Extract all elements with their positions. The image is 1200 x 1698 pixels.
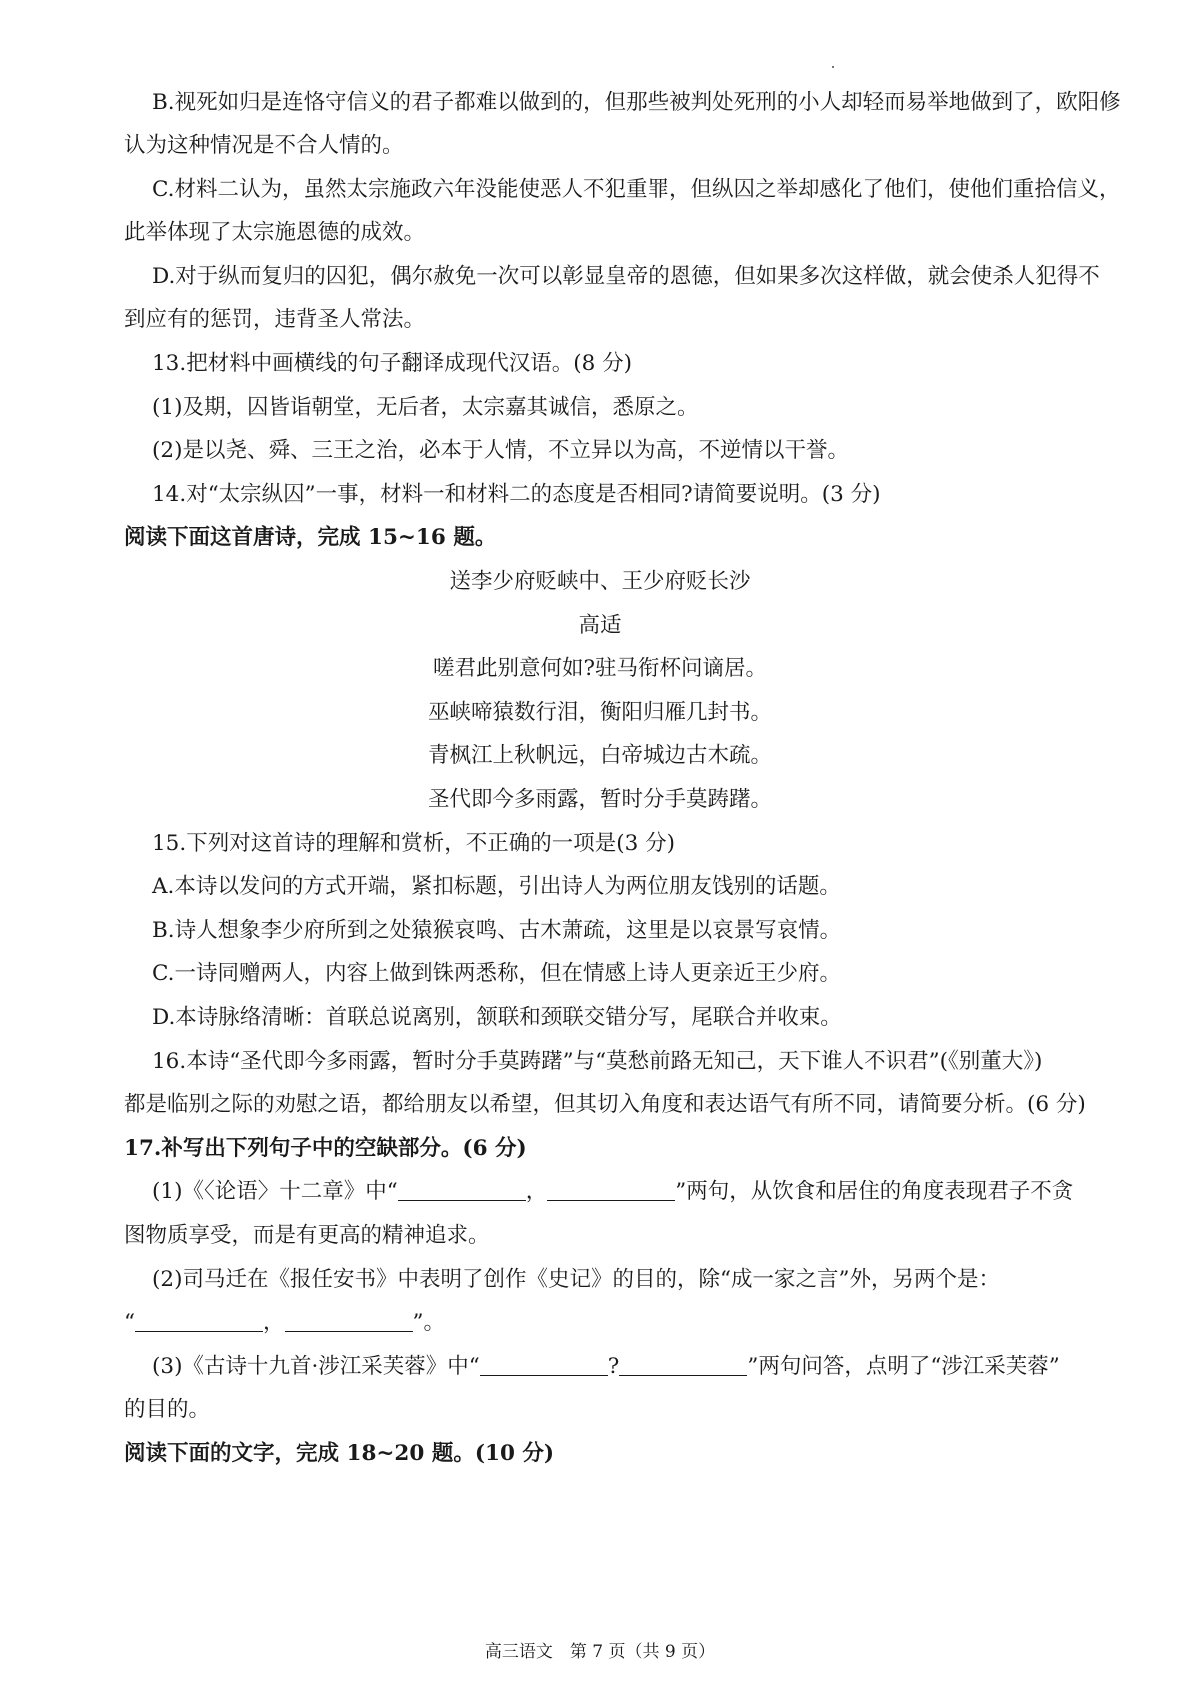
option-b-line1: B.视死如归是连恪守信义的君子都难以做到的，但那些被判处死刑的小人却轻而易举地做到了，欧阳修 (152, 90, 1121, 115)
poem-title: 送李少府贬峡中、王少府贬长沙 (449, 569, 751, 594)
item3-prefix: (3)《古诗十九首·涉江采芙蓉》中“ (152, 1354, 480, 1379)
question-15-option-b: B.诗人想象李少府所到之处猿猴哀鸣、古木萧疏，这里是以哀景写哀情。 (152, 918, 842, 943)
answer-blank[interactable] (547, 1178, 675, 1201)
poem-verse: 圣代即今多雨露，暂时分手莫踌躇。 (427, 787, 772, 812)
question-17-item1 (152, 1177, 1112, 1207)
question-16-line1: 16.本诗“圣代即今多雨露，暂时分手莫踌躇”与“莫愁前路无知己，天下谁人不识君”(《别董大》) (152, 1049, 1043, 1074)
answer-blank[interactable] (619, 1353, 747, 1376)
open-quote: “ (124, 1310, 135, 1335)
scan-dot (832, 66, 834, 68)
close-quote: ”。 (412, 1310, 446, 1335)
question-17: 17.补写出下列句子中的空缺部分。(6 分) (124, 1136, 527, 1161)
question-17-item2: (2)司马迁在《报任安书》中表明了创作《史记》的目的，除“成一家之言”外，另两个是： (152, 1267, 1000, 1292)
question-16-line2: 都是临别之际的劝慰之语，都给朋友以希望，但其切入角度和表达语气有所不同，请简要分析。(6 分) (124, 1092, 1086, 1117)
question-17-item3 (152, 1352, 1112, 1382)
question-14: 14.对“太宗纵囚”一事，材料一和材料二的态度是否相同?请简要说明。(3 分) (152, 482, 881, 507)
question-17-item2-blanks (124, 1308, 1084, 1338)
question-17-item3-cont: 的目的。 (124, 1397, 211, 1422)
item1-prefix: (1)《〈论语〉十二章》中“ (152, 1179, 398, 1204)
question-15-option-d: D.本诗脉络清晰：首联总说离别，颔联和颈联交错分写，尾联合并收束。 (152, 1005, 842, 1030)
section-heading-reading: 阅读下面的文字，完成 18~20 题。(10 分) (124, 1441, 555, 1466)
item3-separator: ? (607, 1354, 620, 1379)
option-d-line2: 到应有的惩罚，违背圣人常法。 (124, 307, 426, 332)
poem-verse: 青枫江上秋帆远，白帝城边古木疏。 (427, 743, 772, 768)
item1-suffix: ”两句，从饮食和居住的角度表现君子不贪 (675, 1179, 1074, 1204)
item3-suffix: ”两句问答，点明了“涉江采芙蓉” (747, 1354, 1060, 1379)
question-13-item2: (2)是以尧、舜、三王之治，必本于人情，不立异以为高，不逆情以干誉。 (152, 438, 849, 463)
answer-blank[interactable] (135, 1309, 263, 1332)
item1-separator: ， (525, 1179, 548, 1204)
item2-separator: ， (263, 1310, 285, 1335)
page-footer: 高三语文 第 7 页（共 9 页） (484, 1642, 716, 1662)
option-c-line1: C.材料二认为，虽然太宗施政六年没能使恶人不犯重罪，但纵囚之举却感化了他们，使他们重拾信义， (152, 177, 1121, 202)
poem-verse: 巫峡啼猿数行泪，衡阳归雁几封书。 (427, 700, 772, 725)
option-b-line2: 认为这种情况是不合人情的。 (124, 133, 404, 158)
answer-blank[interactable] (285, 1309, 413, 1332)
question-15: 15.下列对这首诗的理解和赏析，不正确的一项是(3 分) (152, 831, 675, 856)
answer-blank[interactable] (398, 1178, 526, 1201)
question-17-item1-cont: 图物质享受，而是有更高的精神追求。 (124, 1223, 490, 1248)
question-15-option-c: C.一诗同赠两人，内容上做到铢两悉称，但在情感上诗人更亲近王少府。 (152, 961, 842, 986)
poem-verse: 嗟君此别意何如?驻马衔杯问谪居。 (432, 656, 768, 681)
option-c-line2: 此举体现了太宗施恩德的成效。 (124, 220, 426, 245)
section-heading-poem: 阅读下面这首唐诗，完成 15~16 题。 (124, 525, 497, 550)
question-13: 13.把材料中画横线的句子翻译成现代汉语。(8 分) (152, 351, 632, 376)
question-13-item1: (1)及期，囚皆诣朝堂，无后者，太宗嘉其诚信，悉原之。 (152, 395, 699, 420)
poem-author: 高适 (578, 613, 622, 638)
answer-blank[interactable] (480, 1353, 608, 1376)
question-15-option-a: A.本诗以发问的方式开端，紧扣标题，引出诗人为两位朋友饯别的话题。 (152, 874, 841, 899)
option-d-line1: D.对于纵而复归的囚犯，偶尔赦免一次可以彰显皇帝的恩德，但如果多次这样做，就会使杀人犯得不 (152, 264, 1100, 289)
